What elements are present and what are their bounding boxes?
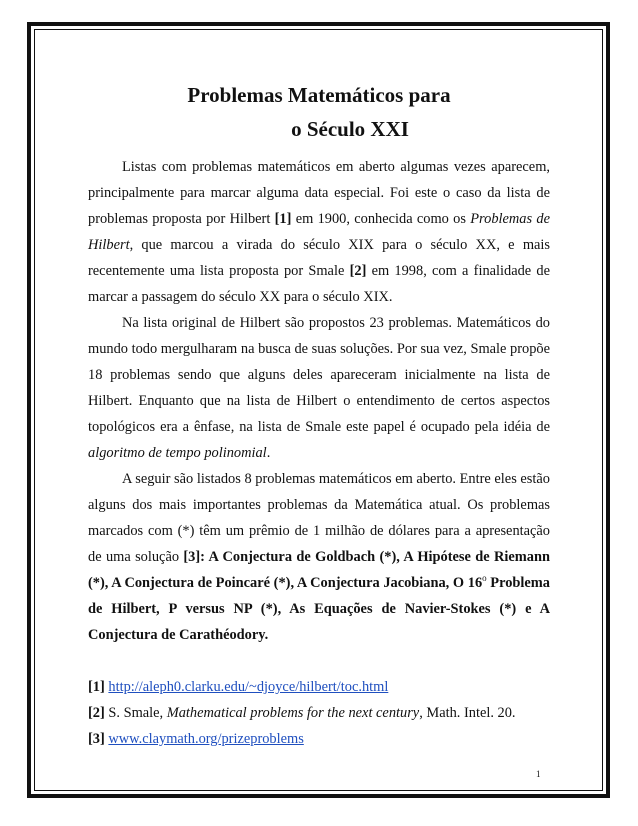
- reference-3: [88, 726, 550, 752]
- citation-1: [1]: [274, 211, 292, 227]
- citation-2: [2]: [349, 263, 367, 279]
- reference-2-title: Mathematical problems for the next century: [166, 705, 420, 721]
- page-number: 1: [536, 769, 541, 779]
- problem-list-bold-2: Problema de Hilbert, P versus NP (*), As Equações de Navier-Stokes (*) e A Conjectura de Carathéodory.: [88, 575, 550, 643]
- title-line-1: Problemas Matemáticos para: [187, 83, 451, 107]
- title-line-2: o Século XXI: [291, 117, 409, 141]
- paragraph-1: [88, 154, 550, 310]
- reference-3-tag: [3]: [88, 731, 105, 747]
- reference-2-tag: [2]: [88, 705, 105, 721]
- reference-1-tag: [1]: [88, 679, 105, 695]
- paragraph-2-italic: algoritmo de tempo polinomial: [88, 445, 267, 461]
- references: [88, 674, 550, 752]
- reference-1: [88, 674, 550, 700]
- reference-1-link[interactable]: http://aleph0.clarku.edu/~djoyce/hilbert/toc.html: [108, 679, 389, 695]
- paragraph-1-italic: Problemas de Hilbert: [88, 211, 550, 253]
- ordinal-superscript: o: [482, 573, 487, 584]
- paragraph-1-text-b: em 1900, conhecida como os: [291, 211, 471, 227]
- reference-2: [88, 700, 550, 726]
- document-body: [88, 78, 550, 752]
- reference-2-journal: , Math. Intel. 20.: [419, 705, 516, 721]
- paragraph-1-text-c: , que marcou a virada do século XIX para o século XX, e mais recentemente uma lista proposta por Smale: [88, 237, 550, 279]
- document-title: [88, 78, 550, 146]
- paragraph-2-text-b: .: [266, 445, 271, 461]
- paragraph-3-text-a: A seguir são listados 8 problemas matemáticos em aberto. Entre eles estão alguns dos mais importantes problemas da Matemática atual. Os problemas marcados com (*) têm um prêmio de 1 milhão de dólares para a apresentação de uma solução: [88, 471, 550, 565]
- reference-3-link[interactable]: www.claymath.org/prizeproblems: [108, 731, 304, 747]
- paragraph-1-text-a: Listas com problemas matemáticos em aberto algumas vezes aparecem, principalmente para marcar alguma data especial. Foi este o caso da lista de problemas proposta por Hilbert: [88, 159, 550, 227]
- paragraph-2: [88, 310, 550, 466]
- problem-list-bold-1: [3]: A Conjectura de Goldbach (*), A Hipótese de Riemann (*), A Conjectura de Poincaré (*), A Conjectura Jacobiana, O 16: [88, 549, 550, 591]
- paragraph-1-text-d: em 1998, com a finalidade de marcar a passagem do século XX para o século XIX.: [88, 263, 550, 305]
- paragraph-2-text-a: Na lista original de Hilbert são propostos 23 problemas. Matemáticos do mundo todo mergulharam na busca de suas soluções. Por sua vez, Smale propõe 18 problemas sendo que alguns deles apareceram inicialmente na lista de Hilbert. Enquanto que na lista de Hilbert o entendimento de certos aspectos topológicos era a ênfase, na lista de Smale este papel é ocupado pela idéia de: [88, 315, 550, 435]
- reference-2-author: S. Smale,: [104, 705, 167, 721]
- paragraph-3: [88, 466, 550, 648]
